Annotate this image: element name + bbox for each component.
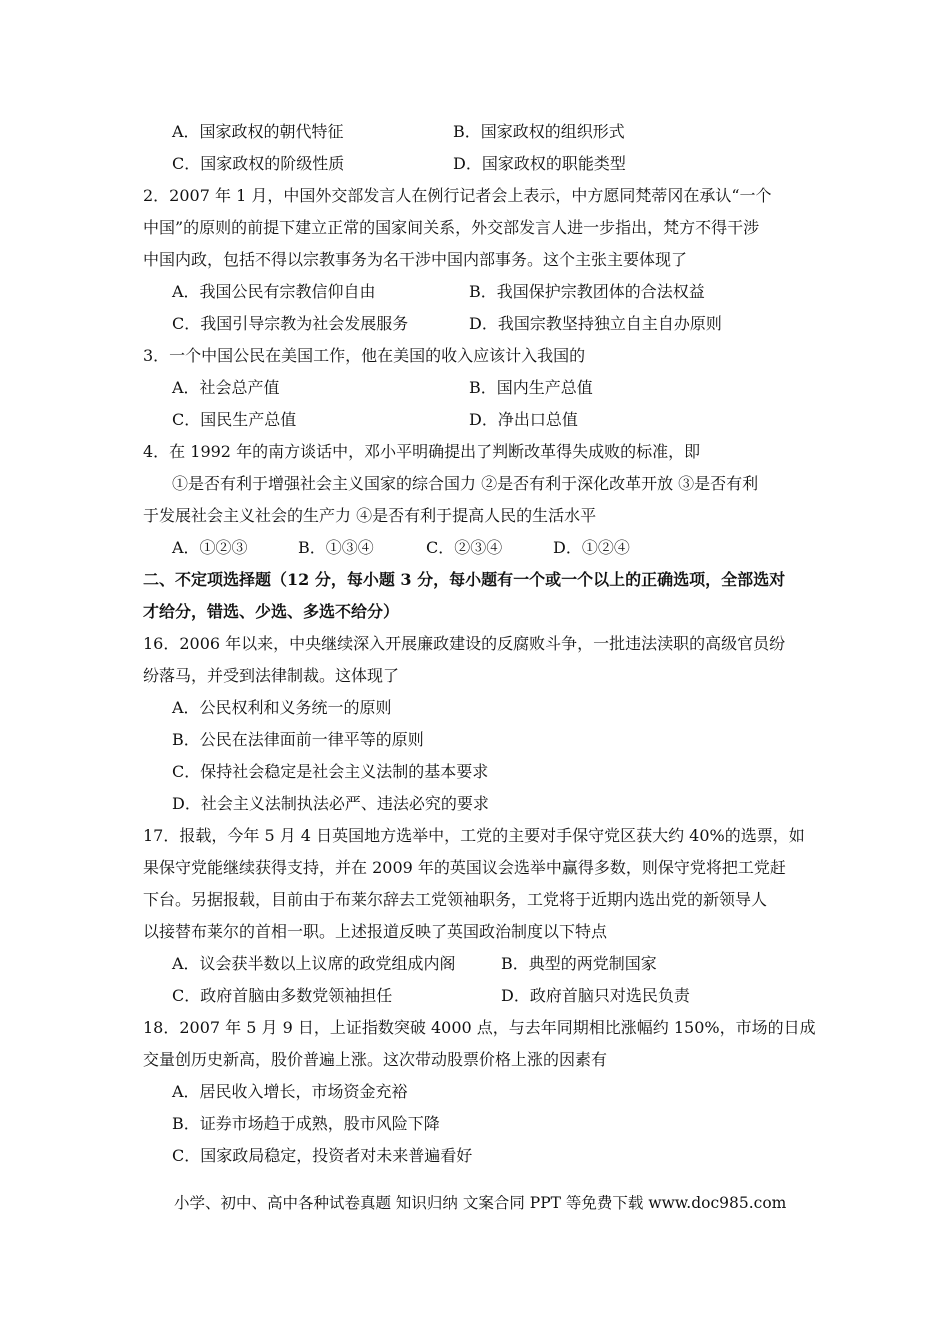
q2-stem-line: 中国内政，包括不得以宗教事务为名干涉中国内部事务。这个主张主要体现了 — [143, 250, 688, 269]
q18-stem-line: 18．2007 年 5 月 9 日，上证指数突破 4000 点，与去年同期相比涨幅约 150%，市场的日成 — [143, 1018, 816, 1037]
q2-option-d: D．我国宗教坚持独立自主自办原则 — [469, 314, 722, 333]
q3-option-d: D．净出口总值 — [469, 410, 578, 429]
q1-option-b: B．国家政权的组织形式 — [453, 122, 625, 141]
q4-items-line: 于发展社会主义社会的生产力 ④是否有利于提高人民的生活水平 — [143, 506, 597, 525]
q17-option-b: B．典型的两党制国家 — [501, 954, 657, 973]
q18-option-b: B．证券市场趋于成熟，股市风险下降 — [172, 1114, 440, 1133]
q17-stem-line: 下台。另据报载，目前由于布莱尔辞去工党领袖职务，工党将于近期内选出党的新领导人 — [143, 890, 768, 909]
q3-option-b: B．国内生产总值 — [469, 378, 593, 397]
q18-option-a: A．居民收入增长，市场资金充裕 — [172, 1082, 408, 1101]
q4-option-a: A．①②③ — [172, 538, 248, 557]
q16-option-c: C．保持社会稳定是社会主义法制的基本要求 — [172, 762, 489, 781]
q4-option-c: C．②③④ — [426, 538, 503, 557]
q2-stem-line: 中国”的原则的前提下建立正常的国家间关系，外交部发言人进一步指出，梵方不得干涉 — [143, 218, 760, 237]
q17-stem-line: 17．报载，今年 5 月 4 日英国地方选举中，工党的主要对手保守党区获大约 40%的选票，如 — [143, 826, 805, 845]
q18-option-c: C．国家政局稳定，投资者对未来普遍看好 — [172, 1146, 473, 1165]
q3-stem: 3．一个中国公民在美国工作，他在美国的收入应该计入我国的 — [143, 346, 586, 365]
q3-option-a: A．社会总产值 — [172, 378, 280, 397]
q17-option-a: A．议会获半数以上议席的政党组成内阁 — [172, 954, 456, 973]
q4-items-line: ①是否有利于增强社会主义国家的综合国力 ②是否有利于深化改革开放 ③是否有利 — [172, 474, 759, 493]
q2-stem-line: 2．2007 年 1 月，中国外交部发言人在例行记者会上表示，中方愿同梵蒂冈在承认“一个 — [143, 186, 772, 205]
q1-option-d: D．国家政权的职能类型 — [453, 154, 626, 173]
q17-stem-line: 以接替布莱尔的首相一职。上述报道反映了英国政治制度以下特点 — [143, 922, 608, 941]
q3-option-c: C．国民生产总值 — [172, 410, 297, 429]
q2-option-c: C．我国引导宗教为社会发展服务 — [172, 314, 409, 333]
q16-option-a: A．公民权利和义务统一的原则 — [172, 698, 392, 717]
q18-stem-line: 交量创历史新高，股价普遍上涨。这次带动股票价格上涨的因素有 — [143, 1050, 608, 1069]
q16-stem-line: 16．2006 年以来，中央继续深入开展廉政建设的反腐败斗争，一批违法渎职的高级官员纷 — [143, 634, 786, 653]
q16-option-b: B．公民在法律面前一律平等的原则 — [172, 730, 424, 749]
q17-stem-line: 果保守党能继续获得支持，并在 2009 年的英国议会选举中赢得多数，则保守党将把工党赶 — [143, 858, 786, 877]
section-heading: 才给分，错选、少选、多选不给分） — [143, 602, 400, 621]
q16-option-d: D．社会主义法制执法必严、违法必究的要求 — [172, 794, 489, 813]
q4-option-b: B．①③④ — [298, 538, 374, 557]
q4-stem: 4．在 1992 年的南方谈话中，邓小平明确提出了判断改革得失成败的标准，即 — [143, 442, 701, 461]
q2-option-b: B．我国保护宗教团体的合法权益 — [469, 282, 705, 301]
section-heading: 二、不定项选择题（12 分，每小题 3 分，每小题有一个或一个以上的正确选项，全部选对 — [143, 570, 786, 589]
page-footer: 小学、初中、高中各种试卷真题 知识归纳 文案合同 PPT 等免费下载 www.doc985.com — [174, 1194, 787, 1212]
q1-option-a: A．国家政权的朝代特征 — [172, 122, 344, 141]
q17-option-c: C．政府首脑由多数党领袖担任 — [172, 986, 393, 1005]
q2-option-a: A．我国公民有宗教信仰自由 — [172, 282, 376, 301]
q16-stem-line: 纷落马，并受到法律制裁。这体现了 — [143, 666, 400, 685]
q1-option-c: C．国家政权的阶级性质 — [172, 154, 345, 173]
q4-option-d: D．①②④ — [553, 538, 630, 557]
q17-option-d: D．政府首脑只对选民负责 — [501, 986, 690, 1005]
